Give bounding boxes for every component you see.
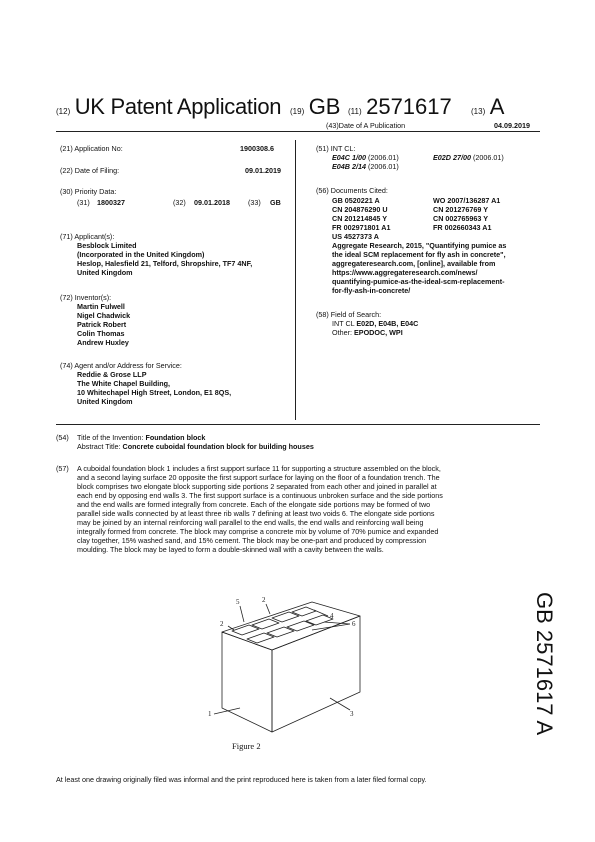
priority-32-code: (32): [173, 198, 186, 207]
inventors-label: (72) Inventor(s):: [60, 293, 112, 302]
figure-label: 4: [330, 612, 334, 620]
abstract-line: moulding. The block may be layed to form a double-skinned wall with a cavity between the walls.: [77, 545, 384, 554]
kind-code: A: [489, 94, 505, 119]
number-block: [348, 94, 452, 120]
citation-line: https://www.aggregateresearch.com/news/: [332, 268, 478, 277]
citation-line: aggregateresearch.com, [online], available from: [332, 259, 496, 268]
inventor-list: [77, 302, 130, 347]
side-reference: [524, 592, 574, 792]
citation-line: for-fly-ash-in-concrete/: [332, 286, 411, 295]
filing-date-label: (22) Date of Filing:: [60, 166, 120, 175]
abstract-line: clay together, 15% washed sand, and 15% cement. The block may be one-part and produced by compression: [77, 536, 427, 545]
abstract-title: Concrete cuboidal foundation block for building houses: [122, 442, 314, 451]
documents-cited-col-1: [332, 196, 390, 241]
country-code: GB: [308, 94, 341, 119]
country-block: [290, 94, 340, 120]
block-front-face: [222, 632, 272, 732]
document-type-title: UK Patent Application: [74, 94, 282, 119]
publication-number: 2571617: [366, 94, 452, 119]
footer-note: At least one drawing originally filed was informal and the print reproduced here is taken from a later filed formal copy.: [56, 775, 427, 784]
priority-33-value: GB: [270, 198, 281, 207]
abstract-line: and a second laying surface 20 opposite the first support surface for laying on the floor of a foundation trench. The: [77, 473, 440, 482]
figure-label: 1: [208, 710, 212, 718]
agent-line: United Kingdom: [77, 397, 133, 406]
abstract-line: parallel side walls connected by at least three rib walls 7 defining at least two voids 6. The elongate side portions: [77, 509, 435, 518]
figure-caption: Figure 2: [232, 741, 261, 751]
publication-date: 04.09.2019: [494, 121, 530, 130]
title-code: (54): [56, 433, 69, 442]
code-19: (19): [290, 107, 305, 116]
column-divider: [295, 140, 296, 420]
applicant-line: (Incorporated in the United Kingdom): [77, 250, 205, 259]
int-cl-code: E02D 27/00: [433, 153, 471, 162]
cited-document: US 4527373 A: [332, 232, 379, 241]
priority-data-label: (30) Priority Data:: [60, 187, 117, 196]
non-patent-citation: [332, 241, 506, 295]
agent-block: [77, 370, 231, 406]
figure-label: 6: [352, 620, 356, 628]
abstract-line: A cuboidal foundation block 1 includes a first support surface 11 for supporting a structure assembled on the block,: [77, 464, 441, 473]
abstract-line: each end by opposing end walls 3. The first support surface is a continuous unbroken surface and the side portions: [77, 491, 443, 500]
abstract-line: and the end walls are formed integrally from concrete. Each of the elongate side portions may be formed of two: [77, 500, 431, 509]
agent-line: 10 Whitechapel High Street, London, E1 8QS,: [77, 388, 232, 397]
application-number: 1900308.6: [240, 144, 274, 153]
citation-line: quantifying-pumice-as-the-ideal-scm-replacement-: [332, 277, 505, 286]
inventor-name: Martin Fulwell: [77, 302, 125, 311]
priority-32-value: 09.01.2018: [194, 198, 230, 207]
int-cl-year: (2006.01): [365, 153, 399, 162]
agent-line: Reddie & Grose LLP: [77, 370, 147, 379]
kind-block: [471, 94, 504, 120]
int-cl-row: [433, 153, 504, 162]
figure-label: 2: [220, 620, 224, 628]
int-cl-code: E04B 2/14: [332, 162, 366, 171]
cited-document: CN 002765963 Y: [433, 214, 489, 223]
int-cl-year: (2006.01): [365, 162, 399, 171]
abstract-line: block comprises two elongate block supporting side portions 2 separated from each other and joined in parallel at: [77, 482, 437, 491]
inventor-name: Colin Thomas: [77, 329, 125, 338]
abstract-title-label: Abstract Title:: [77, 442, 123, 451]
priority-31-value: 1800327: [97, 198, 125, 207]
abstract-line: integrally formed from concrete. The block may comprise a concrete mix by volume of 70% pumice and expanded: [77, 527, 439, 536]
priority-31-code: (31): [77, 198, 90, 207]
filing-date: 09.01.2019: [245, 166, 281, 175]
applicant-line: United Kingdom: [77, 268, 133, 277]
figure-2-drawing: [200, 592, 380, 757]
int-cl-row: [332, 153, 399, 162]
field-of-search-label: (58) Field of Search:: [316, 310, 382, 319]
cited-document: FR 002660343 A1: [433, 223, 492, 232]
int-cl-label: (51) INT CL:: [316, 144, 356, 153]
documents-cited-col-2: [433, 196, 500, 232]
inventor-name: Nigel Chadwick: [77, 311, 131, 320]
citation-line: the ideal SCM replacement for fly ash in concrete",: [332, 250, 506, 259]
abstract-text: [77, 464, 537, 554]
publication-date-label: (43)Date of A Publication: [326, 121, 406, 130]
field-of-search-intcl: [332, 319, 418, 328]
applicant-block: [77, 241, 252, 277]
field-of-search-other: [332, 328, 403, 337]
cited-document: GB 0520221 A: [332, 196, 380, 205]
search-intcl-prefix: INT CL: [332, 319, 357, 328]
citation-line: Aggregate Research, 2015, "Quantifying pumice as: [332, 241, 507, 250]
code-12: (12): [56, 107, 71, 116]
invention-title-line: [77, 433, 205, 442]
search-other-prefix: Other:: [332, 328, 354, 337]
cited-document: WO 2007/136287 A1: [433, 196, 501, 205]
application-number-label: (21) Application No:: [60, 144, 123, 153]
cited-document: CN 204876290 U: [332, 205, 388, 214]
search-other-value: EPODOC, WPI: [353, 328, 403, 337]
applicant-line: Besblock Limited: [77, 241, 137, 250]
invention-title: Foundation block: [145, 433, 206, 442]
block-voids: [232, 607, 333, 643]
cited-document: CN 201214845 Y: [332, 214, 388, 223]
invention-title-label: Title of the Invention:: [77, 433, 146, 442]
inventor-name: Patrick Robert: [77, 320, 127, 329]
applicants-label: (71) Applicant(s):: [60, 232, 115, 241]
code-13: (13): [471, 107, 486, 116]
cited-document: FR 002971801 A1: [332, 223, 391, 232]
int-cl-year: (2006.01): [470, 153, 504, 162]
block-right-face: [272, 616, 360, 732]
agent-line: The White Chapel Building,: [77, 379, 171, 388]
int-cl-code: E04C 1/00: [332, 153, 366, 162]
code-11: (11): [348, 107, 362, 116]
priority-33-code: (33): [248, 198, 261, 207]
header-line: [56, 94, 281, 120]
abstract-code: (57): [56, 464, 69, 473]
documents-cited-label: (56) Documents Cited:: [316, 186, 388, 195]
cited-document: CN 201276769 Y: [433, 205, 489, 214]
header-rule: [56, 131, 540, 132]
figure-label: 5: [236, 598, 240, 606]
abstract-line: may be joined by an internal reinforcing wall parallel to the end walls, the end walls and reinforcing wall being: [77, 518, 424, 527]
applicant-line: Heslop, Halesfield 21, Telford, Shropshire, TF7 4NF,: [77, 259, 253, 268]
int-cl-row: [332, 162, 399, 171]
figure-label: 3: [350, 710, 354, 718]
abstract-title-line: [77, 442, 314, 451]
figure-label: 2: [262, 596, 266, 604]
inventor-name: Andrew Huxley: [77, 338, 129, 347]
agent-label: (74) Agent and/or Address for Service:: [60, 361, 182, 370]
side-reference-text: GB 2571617 A: [532, 592, 557, 736]
search-intcl-value: E02D, E04B, E04C: [356, 319, 419, 328]
body-rule: [56, 424, 540, 425]
